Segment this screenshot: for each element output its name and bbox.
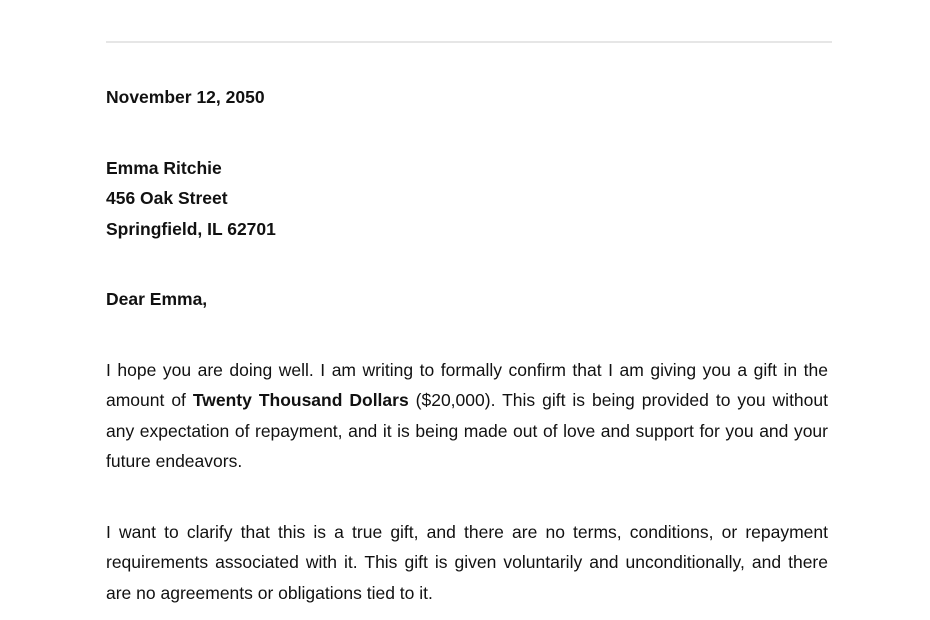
title-divider (106, 41, 832, 43)
paragraph-gift-clarification: I want to clarify that this is a true gift, and there are no terms, conditions, or repayment requirements associated with it. This gift is given voluntarily and unconditionally, and there are no agreements or obligations tied to it. (106, 521, 828, 603)
gift-amount-words: Twenty Thousand Dollars (192, 390, 409, 410)
paragraph-1-text-start: I hope you are doing well. I am writing to formally confirm that I am giving you a gift in the amount of (106, 359, 828, 410)
recipient-name: Emma Ritchie (106, 157, 222, 178)
letter-body (106, 82, 828, 620)
document-title (106, 0, 832, 2)
letter-date: November 12, 2050 (106, 87, 265, 107)
recipient-city-line: Springfield, IL 62701 (106, 218, 276, 239)
recipient-address (106, 153, 828, 245)
salutation: Dear Emma, (106, 289, 208, 309)
paragraph-gift-confirmation (106, 355, 828, 477)
recipient-street: 456 Oak Street (106, 188, 228, 208)
paragraph-1-text-end: ($20,000). This gift is being provided to you without any expectation of repayment, and it is being made out of love and support for you and your future endeavors. (106, 390, 828, 471)
